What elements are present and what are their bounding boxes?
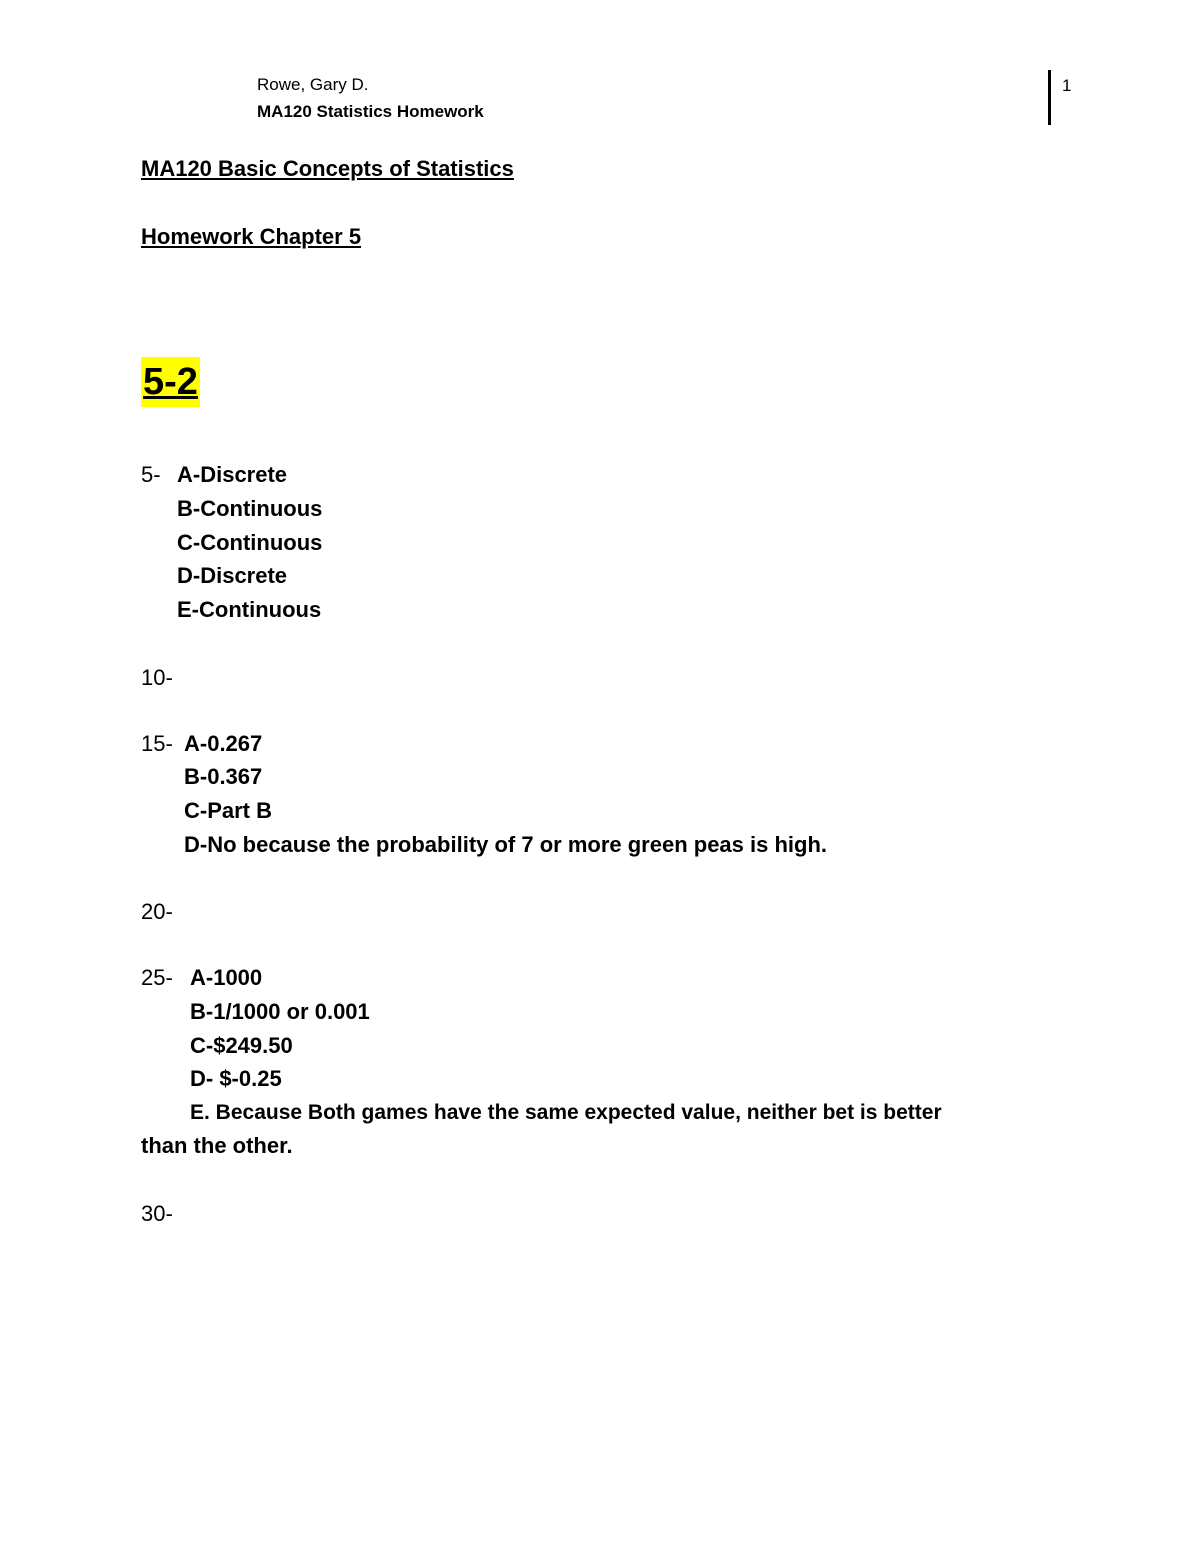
problem-25-answer-c: C-$249.50	[190, 1033, 293, 1058]
problem-15-answer-d: D-No because the probability of 7 or more green peas is high.	[184, 832, 828, 857]
problem-25-answer-e-continued: than the other.	[141, 1133, 293, 1158]
problem-15-answer-c: C-Part B	[184, 798, 273, 823]
problem-25-answer-e: E. Because Both games have the same expected value, neither bet is better	[190, 1101, 942, 1124]
document-title: MA120 Basic Concepts of Statistics	[141, 156, 514, 181]
problem-25-label: 25-	[141, 965, 173, 990]
problem-30-label: 30-	[141, 1201, 173, 1226]
problem-5-answer-b: B-Continuous	[177, 496, 323, 521]
problem-5-answer-d: D-Discrete	[177, 563, 288, 588]
problem-15-answer-a: A-0.267	[184, 731, 263, 756]
header-author: Rowe, Gary D.	[257, 75, 369, 94]
page-number: 1	[1062, 76, 1072, 95]
problem-20-label: 20-	[141, 899, 173, 924]
problem-10-label: 10-	[141, 665, 173, 690]
problem-15-answer-b: B-0.367	[184, 764, 263, 789]
problem-5-answer-c: C-Continuous	[177, 530, 323, 555]
header-course: MA120 Statistics Homework	[257, 102, 484, 121]
problem-25-answer-b: B-1/1000 or 0.001	[190, 999, 370, 1024]
document-subtitle: Homework Chapter 5	[141, 224, 362, 249]
page-number-divider	[1048, 70, 1051, 125]
problem-25-answer-a: A-1000	[190, 965, 263, 990]
problem-25-answer-d: D- $-0.25	[190, 1066, 282, 1091]
problem-15-label: 15-	[141, 731, 173, 756]
section-heading: 5-2	[141, 357, 200, 407]
problem-5-label: 5-	[141, 462, 161, 487]
problem-5-answer-a: A-Discrete	[177, 462, 288, 487]
problem-5-answer-e: E-Continuous	[177, 597, 322, 622]
